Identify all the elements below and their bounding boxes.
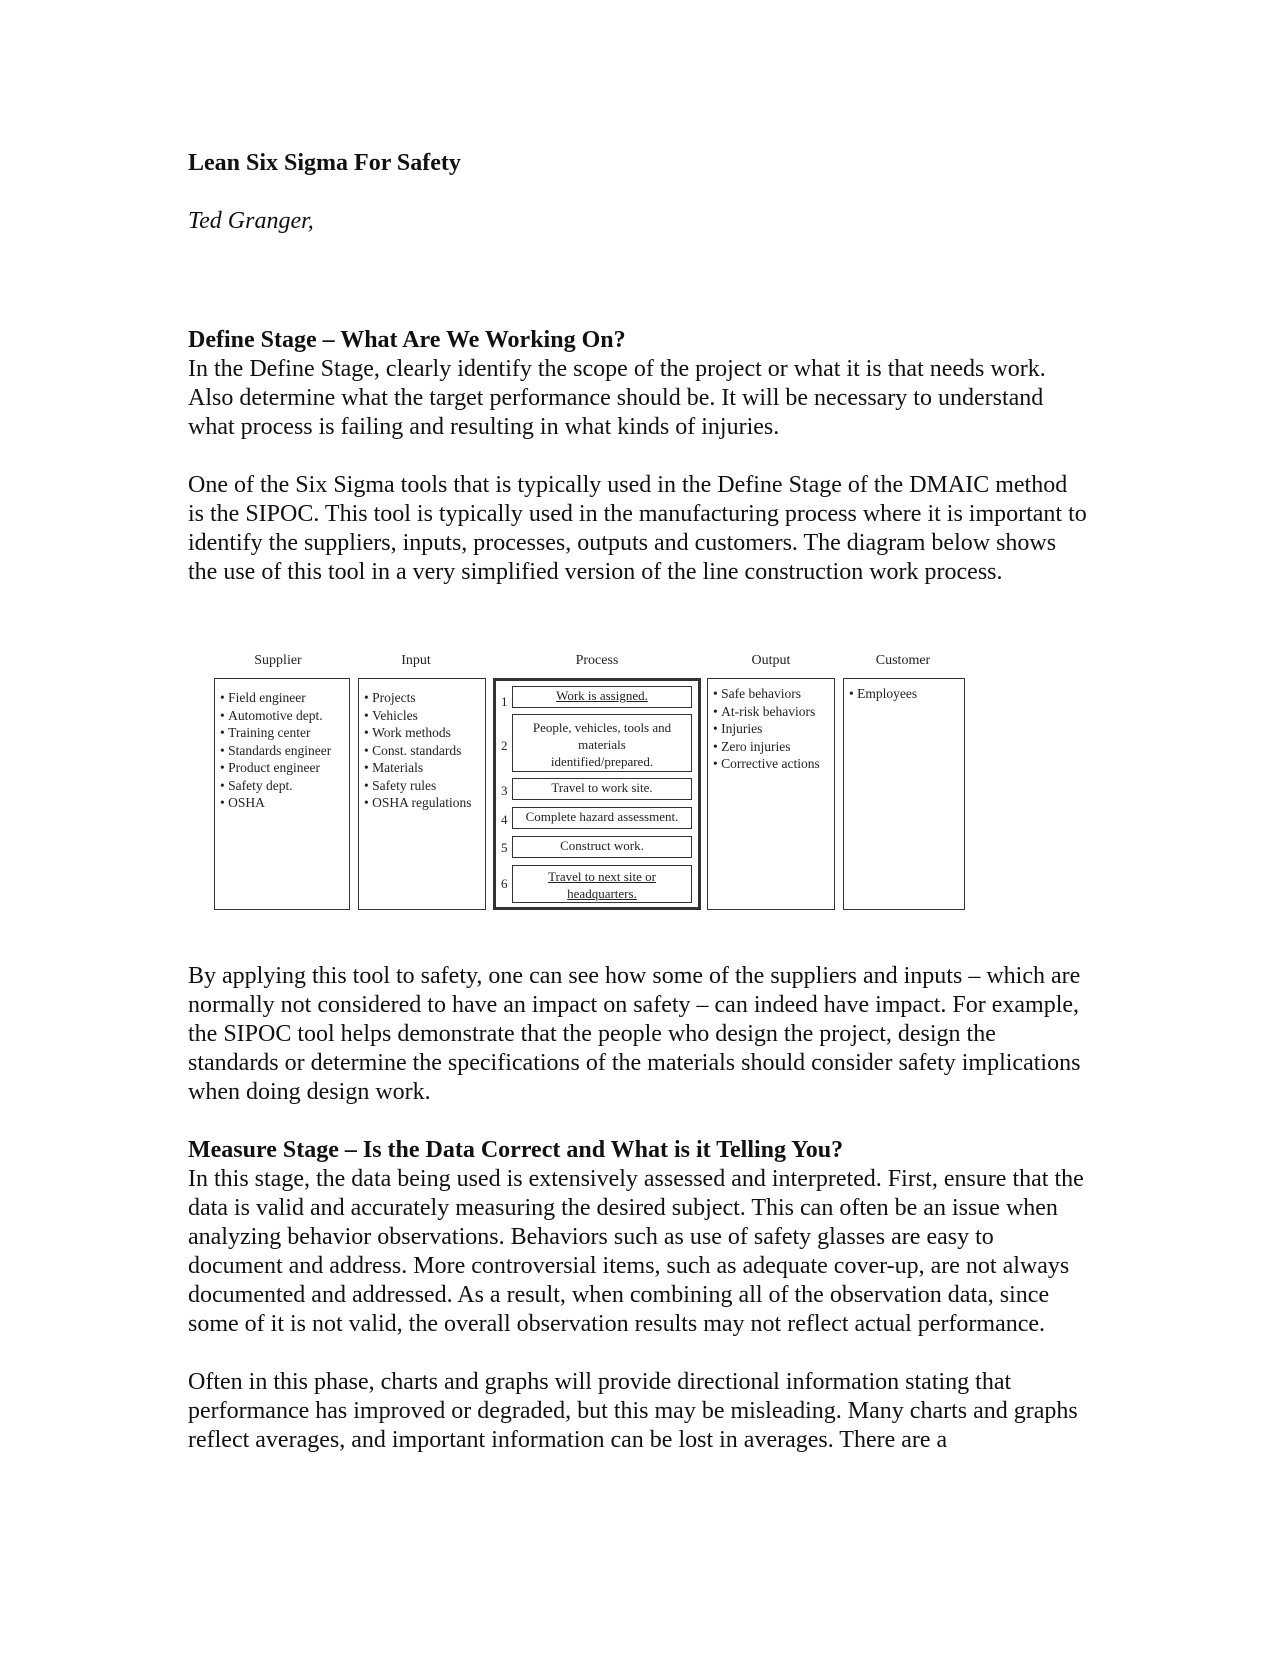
input-item: • Work methods [364, 724, 481, 742]
supplier-item: • OSHA [220, 794, 345, 812]
process-step-label: Work is assigned. [556, 688, 648, 703]
supplier-item: • Automotive dept. [220, 707, 345, 725]
process-step [512, 836, 692, 858]
document-title: Lean Six Sigma For Safety [188, 150, 461, 176]
sipoc-diagram [210, 652, 970, 912]
supplier-item: • Safety dept. [220, 777, 345, 795]
applying-paragraph: By applying this tool to safety, one can see how some of the suppliers and inputs – which are normally not considered to have an impact on safety – can indeed have impact. For example, the SIPOC tool helps demonstrate that the people who design the project, design the standards or determine the specifications of the materials should consider safety implications when doing design work. [188, 963, 1081, 1105]
output-header: Output [751, 653, 791, 668]
measure-stage-paragraph-2: Often in this phase, charts and graphs will provide directional information stating that performance has improved or degraded, but this may be misleading. Many charts and graphs reflect averages, and important information can be lost in averages. There are a [188, 1369, 1078, 1453]
process-header: Process [575, 653, 619, 668]
process-step [512, 865, 692, 903]
input-item: • Const. standards [364, 742, 481, 760]
process-step-label: Travel to work site. [551, 780, 653, 795]
applying-section [188, 962, 1088, 1107]
define-stage-section [188, 326, 1088, 587]
process-box [493, 678, 701, 910]
input-item: • Vehicles [364, 707, 481, 725]
customer-box [843, 678, 965, 910]
measure-stage-section [188, 1136, 1088, 1455]
supplier-box [214, 678, 350, 910]
process-step-label: Construct work. [560, 838, 644, 853]
document-author: Ted Granger, [188, 208, 314, 234]
process-step-number: 1 [501, 694, 508, 709]
customer-item: • Employees [849, 685, 960, 703]
supplier-item: • Training center [220, 724, 345, 742]
output-item: • Safe behaviors [713, 685, 830, 703]
input-item: • Projects [364, 689, 481, 707]
process-step-number: 6 [501, 876, 508, 891]
process-step [512, 714, 692, 772]
supplier-item: • Product engineer [220, 759, 345, 777]
process-step [512, 686, 692, 708]
supplier-header: Supplier [254, 653, 302, 668]
process-step-number: 2 [501, 738, 508, 753]
measure-stage-heading: Measure Stage – Is the Data Correct and What is it Telling You? [188, 1137, 844, 1163]
output-item: • Corrective actions [713, 755, 830, 773]
supplier-item: • Standards engineer [220, 742, 345, 760]
process-step [512, 778, 692, 800]
process-step-label: Travel to next site or headquarters. [548, 869, 656, 901]
process-step-number: 5 [501, 840, 508, 855]
define-stage-heading: Define Stage – What Are We Working On? [188, 327, 626, 353]
process-step-label: People, vehicles, tools and materials identified/prepared. [532, 720, 672, 769]
input-item: • OSHA regulations [364, 794, 481, 812]
input-header: Input [401, 653, 431, 668]
supplier-item: • Field engineer [220, 689, 345, 707]
measure-stage-paragraph-1: In this stage, the data being used is extensively assessed and interpreted. First, ensure that the data is valid and accurately measuring the desired subject. This can often be an issue when analyzing behavior observations. Behaviors such as use of safety glasses are easy to document and address. More controversial items, such as adequate cover-up, are not always documented and addressed. As a result, when combining all of the observation data, since some of it is not valid, the overall observation results may not reflect actual performance. [188, 1166, 1084, 1337]
input-box [358, 678, 486, 910]
process-step [512, 807, 692, 829]
input-item: • Safety rules [364, 777, 481, 795]
customer-header: Customer [875, 653, 931, 668]
process-step-number: 3 [501, 783, 508, 798]
process-step-number: 4 [501, 812, 508, 827]
output-item: • At-risk behaviors [713, 703, 830, 721]
output-item: • Injuries [713, 720, 830, 738]
define-stage-paragraph-1: In the Define Stage, clearly identify the scope of the project or what it is that needs work. Also determine what the target performance should be. It will be necessary to understand what process is failing and resulting in what kinds of injuries. [188, 356, 1046, 440]
process-step-label: Complete hazard assessment. [525, 809, 679, 824]
input-item: • Materials [364, 759, 481, 777]
output-item: • Zero injuries [713, 738, 830, 756]
define-stage-paragraph-2: One of the Six Sigma tools that is typically used in the Define Stage of the DMAIC method is the SIPOC. This tool is typically used in the manufacturing process where it is important to identify the suppliers, inputs, processes, outputs and customers. The diagram below shows the use of this tool in a very simplified version of the line construction work process. [188, 472, 1087, 585]
output-box [707, 678, 835, 910]
